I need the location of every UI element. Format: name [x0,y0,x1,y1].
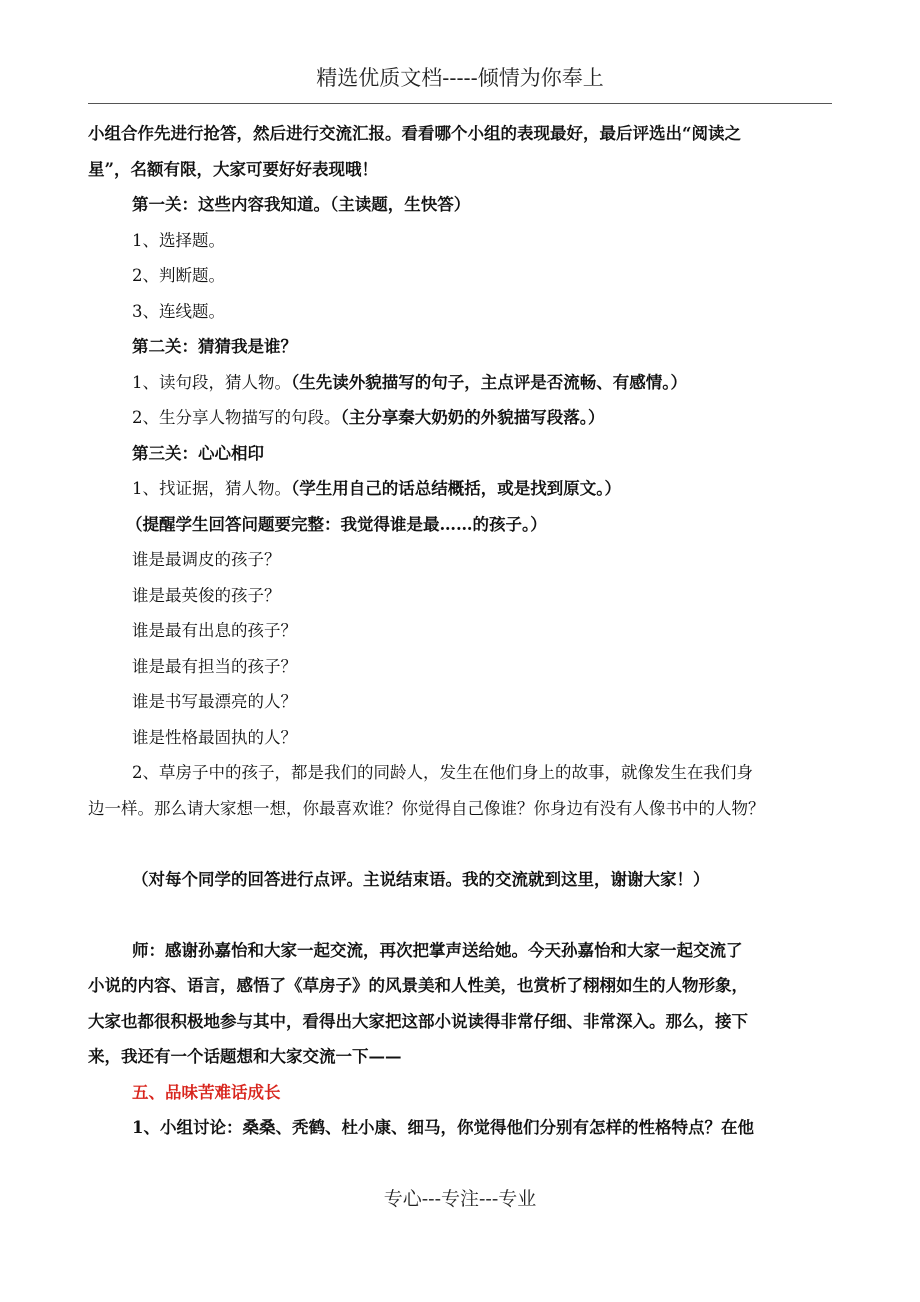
list-item-text: 1、读句段，猜人物。 [132,372,291,392]
closing-note: （对每个同学的回答进行点评。主说结束语。我的交流就到这里，谢谢大家！） [132,869,710,889]
reminder-note: （提醒学生回答问题要完整：我觉得谁是最……的孩子。） [126,514,547,534]
list-item: 3、连线题。 [132,301,225,321]
question-line: 谁是书写最漂亮的人？ [132,692,297,711]
page-footer: 专心---专注---专业 [383,1188,537,1210]
section-heading-red: 五、品味苦难话成长 [132,1082,281,1102]
question-line: 谁是最英俊的孩子？ [132,585,281,605]
paragraph-line: 1、小组讨论：桑桑、秃鹤、杜小康、细马，你觉得他们分别有怎样的性格特点？在他 [132,1118,754,1137]
paragraph-line: 师：感谢孙嘉怡和大家一起交流，再次把掌声送给她。今天孙嘉怡和大家一起交流了 [132,940,743,960]
section-heading: 第三关：心心相印 [132,443,264,463]
question-line: 谁是最有担当的孩子？ [132,656,297,676]
list-item: 2、判断题。 [132,266,225,285]
header-divider [88,103,832,104]
list-item-text: 1、找证据，猜人物。 [132,479,291,498]
list-item-note: （主分享秦大奶奶的外貌描写段落。） [340,408,605,427]
blank-line [88,897,834,933]
paragraph-line: 2、草房子中的孩子，都是我们的同龄人，发生在他们身上的故事，就像发生在我们身 [132,763,753,782]
list-item: 1、选择题。 [132,230,225,250]
section-heading: 第二关：猜猜我是谁？ [132,337,297,356]
list-item [88,471,834,507]
paragraph-line: 星”，名额有限，大家可要好好表现哦！ [88,159,378,179]
section-heading: 第一关：这些内容我知道。（主读题，生快答） [132,195,471,214]
list-item [88,400,834,436]
list-item-note: （学生用自己的话总结概括，或是找到原文。） [291,479,621,498]
page-header: 精选优质文档-----倾情为你奉上 [316,66,604,90]
document-body [88,116,834,1146]
paragraph-line: 小说的内容、语言，感悟了《草房子》的风景美和人性美，也赏析了栩栩如生的人物形象， [88,976,748,995]
paragraph-line: 大家也都很积极地参与其中，看得出大家把这部小说读得非常仔细、非常深入。那么，接下 [88,1011,748,1031]
blank-line [88,826,834,862]
question-line: 谁是最调皮的孩子？ [132,550,281,569]
list-item [88,365,834,401]
paragraph-line: 小组合作先进行抢答，然后进行交流汇报。看看哪个小组的表现最好，最后评选出“阅读之 [88,124,741,143]
paragraph-line: 边一样。那么请大家想一想，你最喜欢谁？你觉得自己像谁？你身边有没有人像书中的人物？ [88,798,765,818]
list-item-note: （生先读外貌描写的句子，主点评是否流畅、有感情。） [291,372,687,392]
question-line: 谁是最有出息的孩子？ [132,621,297,640]
question-line: 谁是性格最固执的人？ [132,727,297,747]
list-item-text: 2、生分享人物描写的句段。 [132,408,341,427]
paragraph-line: 来，我还有一个话题想和大家交流一下—— [88,1047,402,1066]
